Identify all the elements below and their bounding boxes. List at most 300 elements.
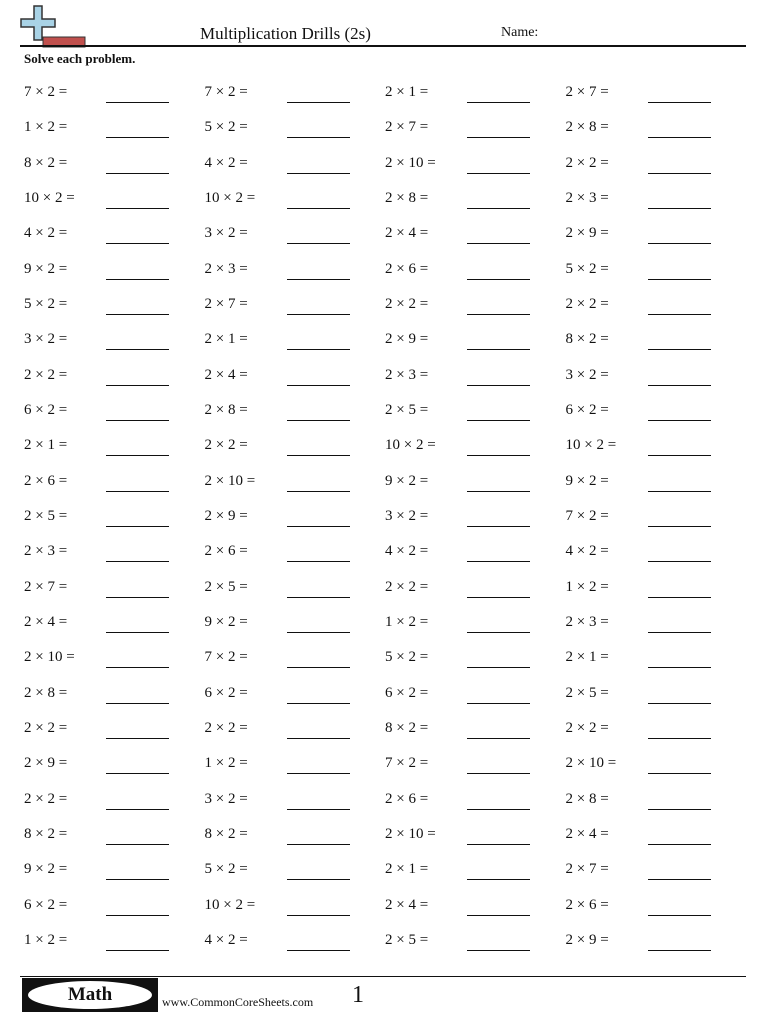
problem-cell	[24, 783, 204, 818]
problem-cell	[205, 429, 385, 464]
answer-blank[interactable]	[106, 455, 169, 456]
problem-text: 4 × 2 =	[204, 154, 248, 171]
problem-text: 2 × 5 =	[385, 931, 429, 948]
problem-text: 2 × 7 =	[565, 861, 609, 878]
problem-text: 2 × 1 =	[385, 861, 429, 878]
problem-cell	[24, 535, 204, 570]
problem-cell	[24, 111, 204, 146]
problem-text: 2 × 2 =	[565, 295, 609, 312]
problem-text: 2 × 1 =	[24, 437, 68, 454]
answer-blank[interactable]	[287, 137, 350, 138]
problem-cell	[566, 465, 746, 500]
answer-blank[interactable]	[287, 243, 350, 244]
problem-text: 2 × 5 =	[565, 684, 609, 701]
problem-text: 7 × 2 =	[204, 84, 248, 100]
problem-text: 10 × 2 =	[24, 189, 75, 206]
problem-text: 2 × 9 =	[565, 225, 609, 242]
problem-text: 2 × 3 =	[385, 366, 429, 383]
answer-blank[interactable]	[648, 420, 711, 421]
problem-text: 6 × 2 =	[565, 401, 609, 418]
problem-cell	[385, 677, 565, 712]
problem-cell	[205, 606, 385, 641]
problem-text: 2 × 7 =	[204, 295, 248, 312]
problem-cell	[385, 889, 565, 924]
problem-cell	[24, 500, 204, 535]
answer-blank[interactable]	[287, 773, 350, 774]
problem-cell	[24, 641, 204, 676]
problem-cell	[385, 394, 565, 429]
problem-cell	[205, 641, 385, 676]
problem-cell	[566, 359, 746, 394]
problem-cell	[24, 359, 204, 394]
problem-cell	[566, 747, 746, 782]
problem-cell	[566, 889, 746, 924]
problem-cell	[566, 394, 746, 429]
answer-blank[interactable]	[287, 703, 350, 704]
answer-blank[interactable]	[467, 526, 530, 527]
problem-text: 2 × 8 =	[385, 189, 429, 206]
answer-blank[interactable]	[106, 420, 169, 421]
problem-text: 1 × 2 =	[24, 931, 68, 948]
problem-text: 8 × 2 =	[24, 154, 68, 171]
answer-blank[interactable]	[106, 703, 169, 704]
problem-text: 1 × 2 =	[385, 613, 429, 630]
problem-text: 1 × 2 =	[565, 578, 609, 595]
problem-cell	[385, 429, 565, 464]
problem-row	[24, 182, 724, 217]
answer-blank[interactable]	[106, 173, 169, 174]
problem-text: 9 × 2 =	[24, 861, 68, 878]
problem-cell	[385, 288, 565, 323]
page-number: 1	[352, 982, 364, 1008]
answer-blank[interactable]	[467, 597, 530, 598]
problem-cell	[566, 712, 746, 747]
answer-blank[interactable]	[467, 385, 530, 386]
problem-cell	[24, 323, 204, 358]
problem-row	[24, 359, 724, 394]
answer-blank[interactable]	[287, 632, 350, 633]
problem-text: 9 × 2 =	[24, 260, 68, 277]
problem-text: 2 × 2 =	[385, 578, 429, 595]
problem-cell	[385, 147, 565, 182]
answer-blank[interactable]	[106, 208, 169, 209]
problem-text: 2 × 6 =	[385, 260, 429, 277]
problem-row	[24, 217, 724, 252]
problem-text: 2 × 9 =	[385, 331, 429, 348]
answer-blank[interactable]	[287, 561, 350, 562]
problem-row	[24, 76, 724, 111]
problem-cell	[566, 217, 746, 252]
problem-cell	[566, 535, 746, 570]
answer-blank[interactable]	[106, 809, 169, 810]
problem-cell	[385, 853, 565, 888]
answer-blank[interactable]	[106, 137, 169, 138]
answer-blank[interactable]	[106, 950, 169, 951]
problem-row	[24, 571, 724, 606]
problem-row	[24, 394, 724, 429]
problem-cell	[385, 76, 565, 111]
problem-cell	[385, 606, 565, 641]
problem-cell	[566, 253, 746, 288]
answer-blank[interactable]	[467, 879, 530, 880]
problem-text: 2 × 6 =	[204, 543, 248, 560]
math-badge	[22, 978, 158, 1012]
problem-cell	[24, 712, 204, 747]
answer-blank[interactable]	[648, 667, 711, 668]
answer-blank[interactable]	[287, 844, 350, 845]
answer-blank[interactable]	[467, 632, 530, 633]
problem-text: 8 × 2 =	[204, 825, 248, 842]
answer-blank[interactable]	[648, 844, 711, 845]
answer-blank[interactable]	[648, 349, 711, 350]
answer-blank[interactable]	[648, 102, 711, 103]
problem-text: 2 × 2 =	[204, 719, 248, 736]
answer-blank[interactable]	[287, 314, 350, 315]
answer-blank[interactable]	[106, 279, 169, 280]
problem-row	[24, 606, 724, 641]
problem-text: 2 × 1 =	[565, 649, 609, 666]
problem-cell	[566, 641, 746, 676]
answer-blank[interactable]	[106, 243, 169, 244]
answer-blank[interactable]	[467, 243, 530, 244]
problem-cell	[385, 253, 565, 288]
problem-text: 6 × 2 =	[204, 684, 248, 701]
problem-cell	[385, 323, 565, 358]
problem-row	[24, 147, 724, 182]
problem-text: 2 × 3 =	[204, 260, 248, 277]
answer-blank[interactable]	[287, 102, 350, 103]
answer-blank[interactable]	[467, 455, 530, 456]
problem-text: 2 × 6 =	[24, 472, 68, 489]
answer-blank[interactable]	[287, 879, 350, 880]
problem-text: 2 × 4 =	[204, 366, 248, 383]
problem-cell	[205, 712, 385, 747]
problem-cell	[24, 924, 204, 959]
answer-blank[interactable]	[467, 809, 530, 810]
problem-text: 2 × 4 =	[385, 896, 429, 913]
problem-cell	[24, 677, 204, 712]
problem-cell	[385, 571, 565, 606]
problem-text: 3 × 2 =	[24, 331, 68, 348]
answer-blank[interactable]	[106, 597, 169, 598]
problem-text: 9 × 2 =	[385, 472, 429, 489]
problem-text: 1 × 2 =	[24, 119, 68, 136]
problem-text: 5 × 2 =	[204, 119, 248, 136]
problem-cell	[385, 641, 565, 676]
problem-cell	[24, 253, 204, 288]
problem-row	[24, 853, 724, 888]
answer-blank[interactable]	[648, 243, 711, 244]
answer-blank[interactable]	[106, 773, 169, 774]
problem-cell	[566, 783, 746, 818]
answer-blank[interactable]	[467, 173, 530, 174]
problem-cell	[566, 323, 746, 358]
answer-blank[interactable]	[287, 597, 350, 598]
problem-cell	[24, 571, 204, 606]
problem-text: 5 × 2 =	[204, 861, 248, 878]
answer-blank[interactable]	[467, 208, 530, 209]
problem-cell	[205, 818, 385, 853]
problem-cell	[205, 747, 385, 782]
problem-text: 10 × 2 =	[385, 437, 436, 454]
problem-cell	[566, 288, 746, 323]
problem-text: 8 × 2 =	[565, 331, 609, 348]
answer-blank[interactable]	[287, 526, 350, 527]
answer-blank[interactable]	[287, 738, 350, 739]
problem-text: 4 × 2 =	[24, 225, 68, 242]
answer-blank[interactable]	[287, 809, 350, 810]
problem-cell	[24, 853, 204, 888]
problem-cell	[24, 889, 204, 924]
problem-row	[24, 465, 724, 500]
plus-minus-logo-icon	[20, 4, 90, 48]
answer-blank[interactable]	[106, 314, 169, 315]
problem-text: 2 × 5 =	[24, 507, 68, 524]
problem-text: 2 × 8 =	[565, 790, 609, 807]
problem-text: 2 × 6 =	[385, 790, 429, 807]
problem-cell	[205, 571, 385, 606]
answer-blank[interactable]	[648, 491, 711, 492]
problem-row	[24, 535, 724, 570]
problem-cell	[205, 182, 385, 217]
problem-text: 2 × 10 =	[385, 154, 436, 171]
answer-blank[interactable]	[648, 526, 711, 527]
problem-cell	[566, 818, 746, 853]
problem-cell	[566, 76, 746, 111]
problem-text: 2 × 4 =	[24, 613, 68, 630]
problem-cell	[205, 465, 385, 500]
problem-row	[24, 253, 724, 288]
problem-text: 9 × 2 =	[565, 472, 609, 489]
answer-blank[interactable]	[287, 208, 350, 209]
problem-text: 10 × 2 =	[204, 896, 256, 913]
problem-cell	[385, 111, 565, 146]
problem-text: 3 × 2 =	[204, 790, 248, 807]
header-divider	[20, 45, 746, 47]
answer-blank[interactable]	[648, 703, 711, 704]
answer-blank[interactable]	[467, 561, 530, 562]
problem-text: 2 × 2 =	[565, 154, 609, 171]
answer-blank[interactable]	[106, 561, 169, 562]
answer-blank[interactable]	[648, 879, 711, 880]
problem-row	[24, 429, 724, 464]
problem-cell	[24, 217, 204, 252]
problem-text: 2 × 9 =	[24, 755, 68, 772]
problem-text: 6 × 2 =	[24, 401, 68, 418]
problem-cell	[24, 76, 204, 111]
problem-text: 4 × 2 =	[385, 543, 429, 560]
problem-cell	[566, 571, 746, 606]
answer-blank[interactable]	[648, 385, 711, 386]
problem-cell	[205, 288, 385, 323]
problem-text: 2 × 7 =	[385, 119, 429, 136]
problem-text: 2 × 8 =	[24, 684, 68, 701]
answer-blank[interactable]	[106, 879, 169, 880]
problem-row	[24, 323, 724, 358]
answer-blank[interactable]	[287, 950, 350, 951]
answer-blank[interactable]	[106, 385, 169, 386]
problem-cell	[205, 76, 385, 111]
problem-text: 2 × 3 =	[565, 613, 609, 630]
answer-blank[interactable]	[287, 173, 350, 174]
problem-cell	[566, 924, 746, 959]
answer-blank[interactable]	[648, 915, 711, 916]
answer-blank[interactable]	[648, 738, 711, 739]
answer-blank[interactable]	[287, 455, 350, 456]
problem-cell	[205, 783, 385, 818]
answer-blank[interactable]	[287, 349, 350, 350]
problem-row	[24, 783, 724, 818]
answer-blank[interactable]	[287, 385, 350, 386]
answer-blank[interactable]	[106, 844, 169, 845]
answer-blank[interactable]	[467, 137, 530, 138]
problem-text: 2 × 5 =	[204, 578, 248, 595]
problem-cell	[385, 535, 565, 570]
problem-text: 6 × 2 =	[385, 684, 429, 701]
problem-cell	[24, 394, 204, 429]
answer-blank[interactable]	[467, 844, 530, 845]
answer-blank[interactable]	[648, 597, 711, 598]
answer-blank[interactable]	[648, 208, 711, 209]
problem-text: 2 × 10 =	[204, 472, 256, 489]
problem-cell	[205, 394, 385, 429]
answer-blank[interactable]	[467, 950, 530, 951]
problem-row	[24, 818, 724, 853]
answer-blank[interactable]	[106, 738, 169, 739]
answer-blank[interactable]	[648, 279, 711, 280]
problem-cell	[566, 677, 746, 712]
problem-cell	[385, 359, 565, 394]
answer-blank[interactable]	[648, 173, 711, 174]
answer-blank[interactable]	[467, 738, 530, 739]
problem-text: 10 × 2 =	[565, 437, 617, 454]
answer-blank[interactable]	[106, 102, 169, 103]
name-label: Name:	[501, 25, 539, 40]
answer-blank[interactable]	[648, 632, 711, 633]
footer-divider	[20, 976, 746, 977]
problem-text: 2 × 6 =	[565, 896, 609, 913]
answer-blank[interactable]	[467, 279, 530, 280]
problem-row	[24, 677, 724, 712]
answer-blank[interactable]	[648, 137, 711, 138]
answer-blank[interactable]	[467, 491, 530, 492]
problem-cell	[385, 217, 565, 252]
problem-text: 2 × 2 =	[24, 719, 68, 736]
problem-cell	[205, 889, 385, 924]
footer-url: www.CommonCoreSheets.com	[162, 995, 314, 1009]
problem-cell	[205, 111, 385, 146]
problem-row	[24, 889, 724, 924]
problem-cell	[205, 924, 385, 959]
problem-cell	[566, 182, 746, 217]
answer-blank[interactable]	[467, 773, 530, 774]
problem-text: 2 × 2 =	[385, 295, 429, 312]
answer-blank[interactable]	[648, 314, 711, 315]
problem-text: 6 × 2 =	[24, 896, 68, 913]
problem-cell	[566, 606, 746, 641]
answer-blank[interactable]	[106, 526, 169, 527]
problem-cell	[205, 253, 385, 288]
problem-text: 2 × 4 =	[385, 225, 429, 242]
answer-blank[interactable]	[287, 279, 350, 280]
problem-cell	[385, 818, 565, 853]
problem-text: 2 × 3 =	[24, 543, 68, 560]
problem-cell	[566, 500, 746, 535]
answer-blank[interactable]	[106, 349, 169, 350]
problem-text: 7 × 2 =	[565, 507, 609, 524]
problem-row	[24, 641, 724, 676]
problem-text: 7 × 2 =	[385, 755, 429, 772]
problem-cell	[24, 429, 204, 464]
answer-blank[interactable]	[467, 314, 530, 315]
answer-blank[interactable]	[648, 561, 711, 562]
problem-cell	[385, 182, 565, 217]
problem-text: 3 × 2 =	[385, 507, 429, 524]
answer-blank[interactable]	[467, 102, 530, 103]
problem-text: 2 × 2 =	[24, 366, 68, 383]
answer-blank[interactable]	[106, 632, 169, 633]
problem-cell	[24, 465, 204, 500]
problem-text: 9 × 2 =	[204, 613, 248, 630]
answer-blank[interactable]	[287, 420, 350, 421]
problem-text: 2 × 10 =	[385, 825, 436, 842]
problem-text: 7 × 2 =	[204, 649, 248, 666]
worksheet-header	[20, 4, 746, 48]
answer-blank[interactable]	[287, 915, 350, 916]
problem-cell	[385, 712, 565, 747]
problem-cell	[24, 147, 204, 182]
problem-text: 2 × 10 =	[565, 755, 617, 772]
problem-text: 2 × 7 =	[565, 84, 609, 100]
answer-blank[interactable]	[287, 667, 350, 668]
problem-cell	[566, 429, 746, 464]
answer-blank[interactable]	[467, 667, 530, 668]
answer-blank[interactable]	[106, 667, 169, 668]
problem-text: 1 × 2 =	[204, 755, 248, 772]
problem-cell	[385, 747, 565, 782]
problem-cell	[385, 924, 565, 959]
problem-text: 2 × 9 =	[565, 931, 609, 948]
answer-blank[interactable]	[648, 809, 711, 810]
answer-blank[interactable]	[467, 420, 530, 421]
answer-blank[interactable]	[648, 455, 711, 456]
answer-blank[interactable]	[106, 491, 169, 492]
answer-blank[interactable]	[106, 915, 169, 916]
answer-blank[interactable]	[467, 703, 530, 704]
problem-text: 2 × 8 =	[204, 401, 248, 418]
problem-cell	[385, 465, 565, 500]
problem-cell	[205, 677, 385, 712]
problem-text: 2 × 3 =	[565, 189, 609, 206]
problem-text: 2 × 5 =	[385, 401, 429, 418]
answer-blank[interactable]	[467, 915, 530, 916]
problem-text: 2 × 8 =	[565, 119, 609, 136]
problem-cell	[24, 747, 204, 782]
problem-text: 5 × 2 =	[24, 295, 68, 312]
problem-row	[24, 924, 724, 959]
answer-blank[interactable]	[648, 773, 711, 774]
answer-blank[interactable]	[467, 349, 530, 350]
problem-cell	[205, 323, 385, 358]
answer-blank[interactable]	[287, 491, 350, 492]
problem-text: 2 × 1 =	[385, 84, 429, 100]
problem-text: 2 × 10 =	[24, 649, 75, 666]
problem-text: 7 × 2 =	[24, 84, 68, 100]
problem-cell	[205, 500, 385, 535]
answer-blank[interactable]	[648, 950, 711, 951]
problem-cell	[24, 182, 204, 217]
problem-text: 5 × 2 =	[565, 260, 609, 277]
